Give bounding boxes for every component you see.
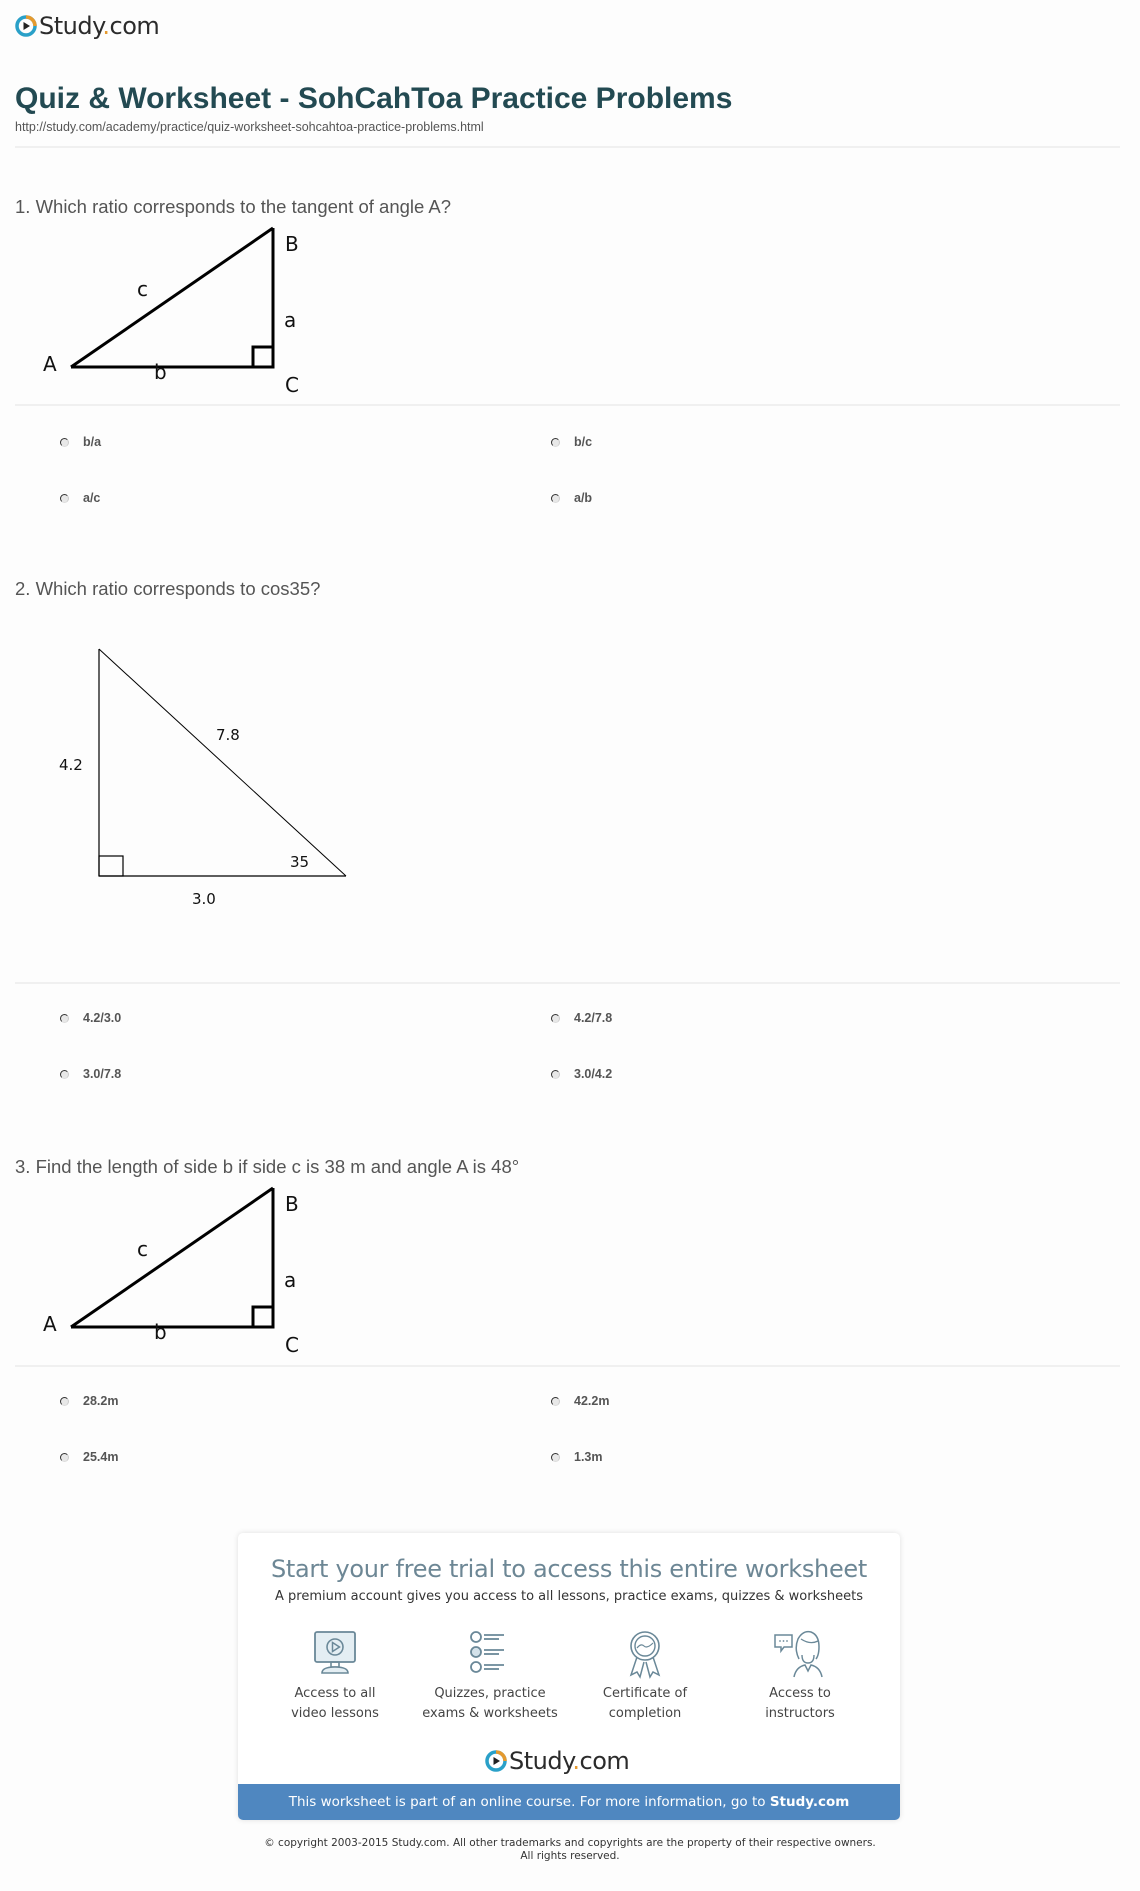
play-circle-icon — [15, 15, 37, 37]
question-3-text: 3. Find the length of side b if side c is 38 m and angle A is 48° — [15, 1156, 520, 1177]
feature-certificate: Certificate of completion — [570, 1629, 720, 1724]
side-label-b: b — [154, 1320, 167, 1344]
question-1-text: 1. Which ratio corresponds to the tangent of angle A? — [15, 196, 452, 217]
free-trial-subtitle: A premium account gives you access to all lessons, practice exams, quizzes & worksheets — [275, 1589, 863, 1604]
angle-label: 35 — [290, 853, 310, 871]
vertex-label-b: B — [285, 1192, 299, 1216]
radio-button[interactable] — [60, 438, 69, 447]
answer-option[interactable]: 42.2m — [551, 1394, 609, 1408]
side-label-c: c — [137, 1237, 148, 1261]
side-label-vertical: 4.2 — [59, 756, 83, 774]
question-2-text: 2. Which ratio corresponds to cos35? — [15, 578, 321, 599]
side-label-a: a — [284, 1268, 297, 1292]
page-url: http://study.com/academy/practice/quiz-worksheet-sohcahtoa-practice-problems.html — [15, 120, 484, 134]
divider — [15, 146, 1120, 148]
answer-option[interactable]: a/c — [60, 491, 100, 505]
vertex-label-a: A — [43, 352, 57, 376]
feature-instructors: Access to instructors — [725, 1629, 875, 1724]
side-label-a: a — [284, 308, 297, 332]
instructor-chat-icon — [772, 1629, 828, 1679]
vertex-label-c: C — [285, 1333, 299, 1357]
radio-button[interactable] — [60, 1397, 69, 1406]
course-info-bar: This worksheet is part of an online course. For more information, go to Study.com — [238, 1784, 900, 1820]
card-study-logo[interactable] — [485, 1747, 629, 1775]
vertex-label-a: A — [43, 1312, 57, 1336]
side-label-c: c — [137, 277, 148, 301]
side-label-hypotenuse: 7.8 — [216, 726, 240, 744]
radio-button[interactable] — [60, 1014, 69, 1023]
answer-option[interactable]: 4.2/3.0 — [60, 1011, 121, 1025]
answer-option[interactable]: 4.2/7.8 — [551, 1011, 612, 1025]
vertex-label-c: C — [285, 373, 299, 397]
radio-button[interactable] — [551, 1014, 560, 1023]
answer-option[interactable]: 25.4m — [60, 1450, 118, 1464]
page-title: Quiz & Worksheet - SohCahToa Practice Problems — [15, 82, 733, 115]
radio-button[interactable] — [60, 1453, 69, 1462]
copyright-notice: © copyright 2003-2015 Study.com. All other trademarks and copyrights are the property of their respective owners. All rights reserved. — [264, 1837, 876, 1862]
free-trial-card — [238, 1533, 900, 1820]
divider — [15, 404, 1120, 406]
radio-button[interactable] — [60, 494, 69, 503]
logo-text: Study.com — [39, 12, 160, 40]
answer-option[interactable]: 28.2m — [60, 1394, 118, 1408]
feature-video-lessons: Access to all video lessons — [260, 1629, 410, 1724]
answer-option[interactable]: 1.3m — [551, 1450, 603, 1464]
feature-quizzes: Quizzes, practice exams & worksheets — [415, 1629, 565, 1724]
answer-option[interactable]: b/a — [60, 435, 101, 449]
radio-button[interactable] — [551, 1453, 560, 1462]
answer-option[interactable]: b/c — [551, 435, 592, 449]
vertex-label-b: B — [285, 232, 299, 256]
radio-button[interactable] — [551, 1070, 560, 1079]
radio-button[interactable] — [60, 1070, 69, 1079]
answer-option[interactable]: a/b — [551, 491, 592, 505]
video-monitor-icon — [310, 1629, 360, 1679]
free-trial-title: Start your free trial to access this entire worksheet — [270, 1555, 868, 1583]
radio-button[interactable] — [551, 494, 560, 503]
play-circle-icon — [485, 1750, 507, 1772]
side-label-b: b — [154, 360, 167, 384]
radio-button[interactable] — [551, 1397, 560, 1406]
certificate-ribbon-icon — [620, 1629, 670, 1679]
quiz-list-icon — [465, 1629, 515, 1679]
logo-text: Study.com — [509, 1747, 630, 1775]
study-logo[interactable] — [15, 12, 159, 40]
study-com-link[interactable]: Study.com — [769, 1794, 850, 1810]
divider — [15, 1365, 1120, 1367]
side-label-base: 3.0 — [192, 890, 216, 908]
radio-button[interactable] — [551, 438, 560, 447]
divider — [15, 982, 1120, 984]
answer-option[interactable]: 3.0/7.8 — [60, 1067, 121, 1081]
answer-option[interactable]: 3.0/4.2 — [551, 1067, 612, 1081]
